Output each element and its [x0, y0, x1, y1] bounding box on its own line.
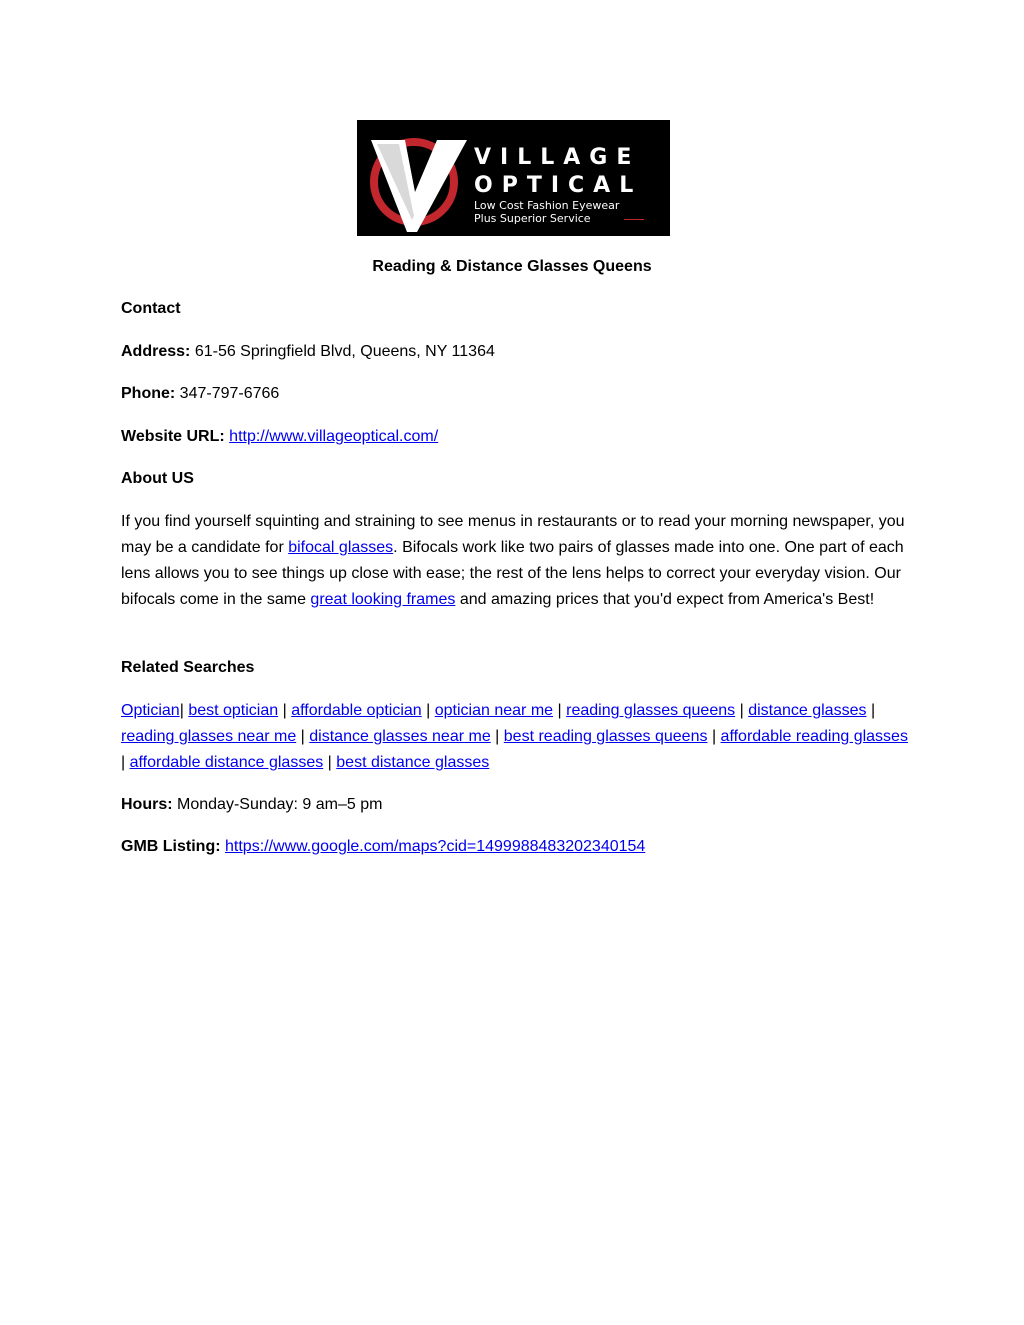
related-link-optician-near-me[interactable]: optician near me — [434, 702, 554, 719]
related-link-optician[interactable]: Optician — [121, 702, 180, 719]
related-link-best-optician[interactable]: best optician — [188, 702, 279, 719]
website-link[interactable]: http://www.villageoptical.com/ — [229, 428, 439, 445]
related-heading-text: Related Searches — [121, 659, 255, 676]
hours-value: Monday-Sunday: 9 am–5 pm — [177, 796, 383, 813]
related-link-reading-glasses-queens[interactable]: reading glasses queens — [566, 702, 736, 719]
separator: | — [121, 754, 126, 771]
contact-heading-text: Contact — [121, 300, 181, 317]
related-link-affordable-optician[interactable]: affordable optician — [291, 702, 422, 719]
address-label: Address: — [121, 343, 191, 360]
logo-tagline-2: Plus Superior Service — [474, 212, 591, 225]
logo-line-1: VILLAGE — [474, 145, 641, 170]
separator: | — [495, 728, 500, 745]
phone-label: Phone: — [121, 385, 176, 402]
related-link-best-distance-glasses[interactable]: best distance glasses — [336, 754, 490, 771]
related-link-distance-glasses-near-me[interactable]: distance glasses near me — [309, 728, 491, 745]
phone-line — [121, 383, 911, 405]
separator: | — [426, 702, 431, 719]
about-text-1: If you find yourself squinting and straining to see menus in restaurants or to read your morning newspaper, you may be a candidate for — [121, 513, 905, 556]
related-links — [121, 698, 911, 776]
separator: | — [870, 702, 876, 719]
logo-tagline-1: Low Cost Fashion Eyewear — [474, 199, 620, 212]
separator: | — [327, 754, 332, 771]
separator: | — [557, 702, 562, 719]
village-optical-logo — [357, 120, 670, 236]
related-link-reading-glasses-near-me[interactable]: reading glasses near me — [121, 728, 297, 745]
about-text-2: . Bifocals work like two pairs of glasses made into one. One part of each lens allows you to see things up close with ease; the rest of the lens helps to correct your everyday vision. Our bifocals come in the same — [121, 539, 904, 608]
related-link-affordable-reading-glasses[interactable]: affordable reading glasses — [720, 728, 908, 745]
bifocal-glasses-link[interactable]: bifocal glasses — [288, 539, 394, 556]
gmb-label: GMB Listing: — [121, 838, 221, 855]
about-heading-text: About US — [121, 470, 194, 487]
address-line — [121, 341, 911, 363]
great-looking-frames-link[interactable]: great looking frames — [310, 591, 456, 608]
logo-accent-dash — [624, 219, 644, 220]
separator: | — [179, 702, 184, 719]
hours-line — [121, 794, 911, 816]
related-link-affordable-distance-glasses[interactable]: affordable distance glasses — [129, 754, 324, 771]
about-paragraph — [121, 509, 911, 613]
gmb-link[interactable]: https://www.google.com/maps?cid=1499988483202340154 — [225, 838, 646, 855]
about-text-3: and amazing prices that you'd expect from America's Best! — [455, 591, 875, 608]
website-line — [121, 426, 911, 448]
related-link-best-reading-glasses-queens[interactable]: best reading glasses queens — [503, 728, 708, 745]
about-heading — [121, 468, 911, 490]
separator: | — [300, 728, 305, 745]
logo-line-2: OPTICAL — [474, 173, 643, 198]
page-title: Reading & Distance Glasses Queens — [372, 258, 652, 275]
related-link-distance-glasses[interactable]: distance glasses — [748, 702, 867, 719]
contact-heading — [121, 298, 911, 320]
phone-value: 347-797-6766 — [179, 385, 280, 402]
related-heading — [121, 657, 911, 679]
separator: | — [711, 728, 717, 745]
hours-label: Hours: — [121, 796, 173, 813]
website-label: Website URL: — [121, 428, 225, 445]
separator: | — [739, 702, 744, 719]
gmb-line — [121, 836, 911, 858]
separator: | — [282, 702, 287, 719]
address-value: 61-56 Springfield Blvd, Queens, NY 11364 — [194, 343, 495, 360]
